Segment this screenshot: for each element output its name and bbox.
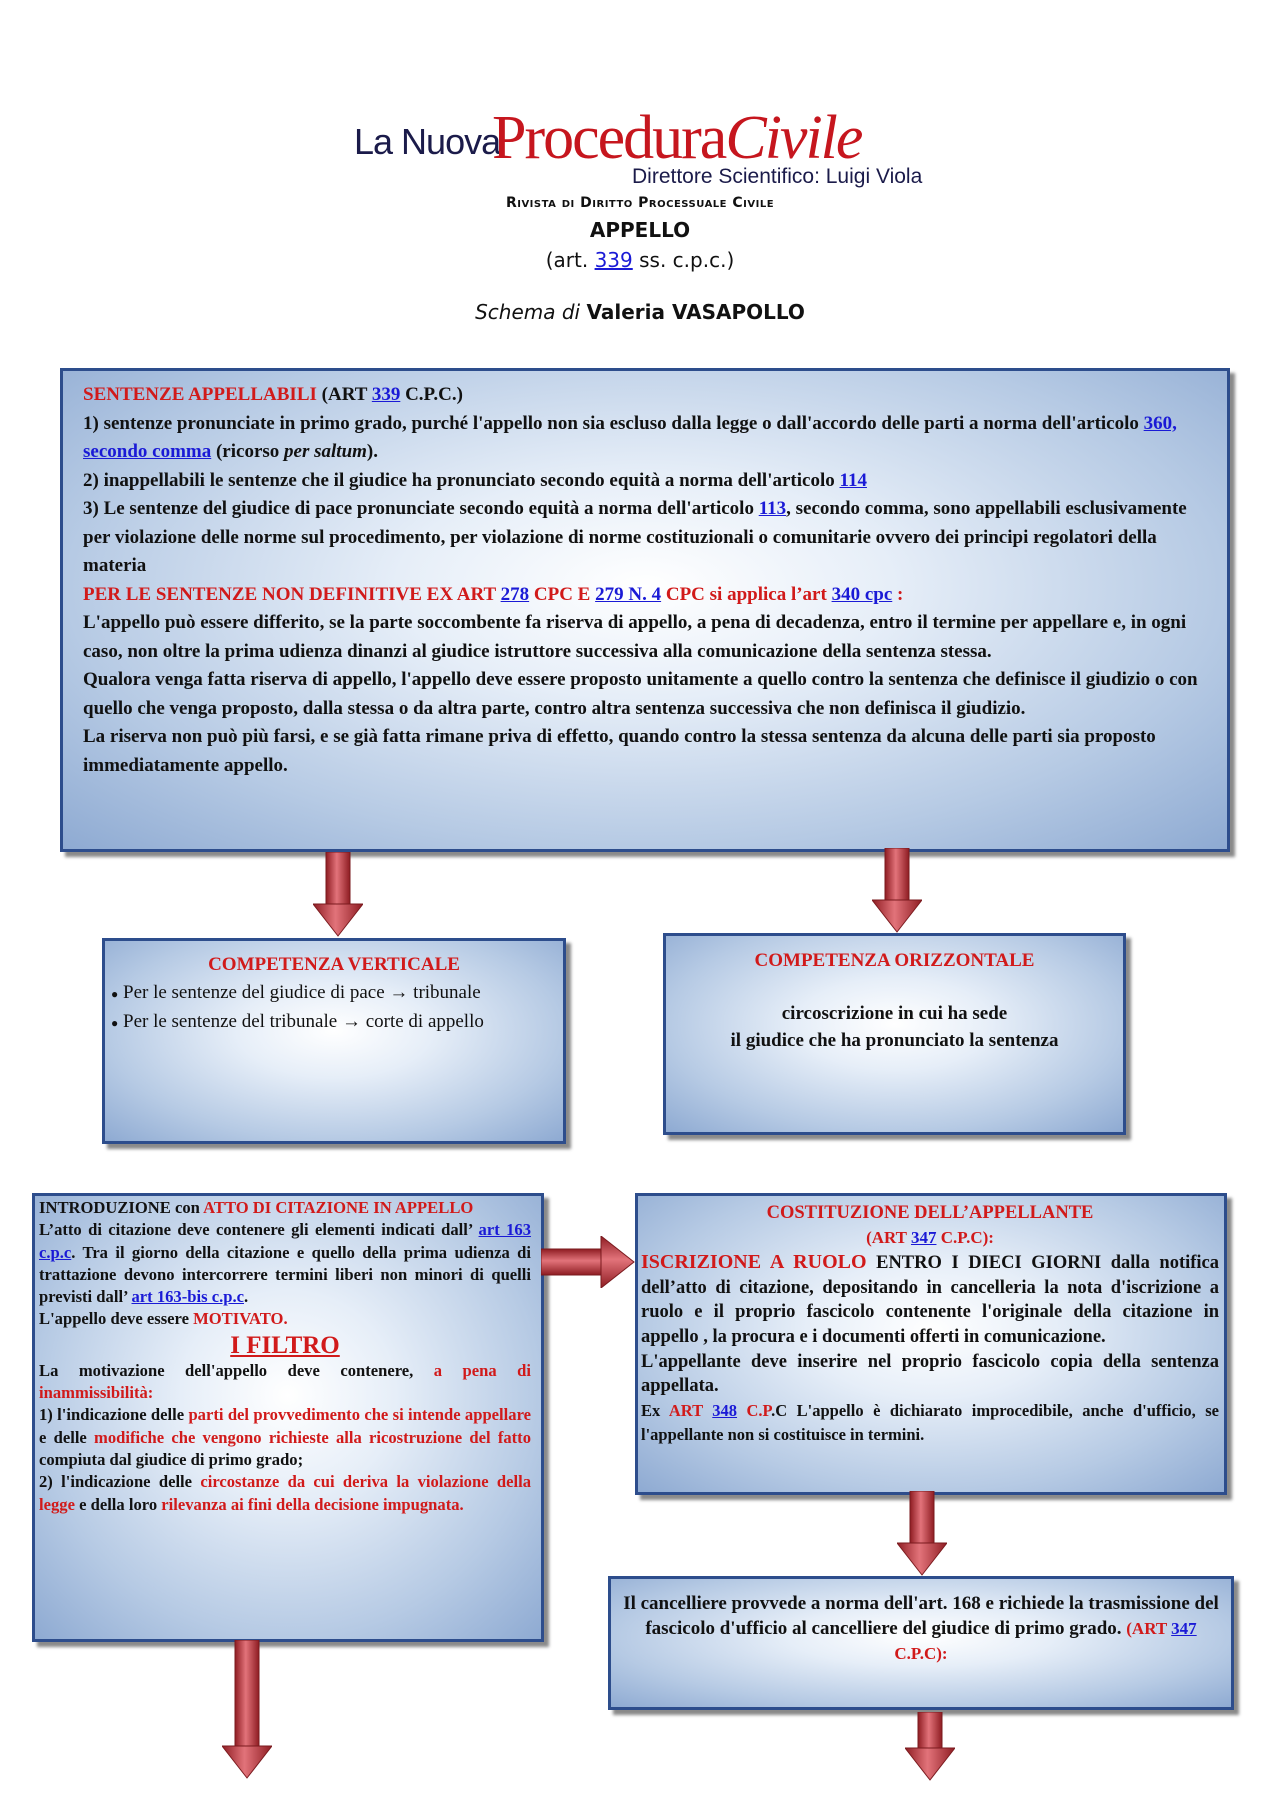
introduzione-box [32, 1193, 544, 1642]
art-suffix: ss. c.p.c.) [632, 248, 735, 272]
logo-procedura-civile [492, 103, 861, 174]
p3-a: 3) Le sentenze del giudice di pace pronunciate secondo equità a norma dell'articolo [83, 498, 759, 519]
item1-b: tribunale [408, 982, 481, 1003]
p1-italic: per saltum [284, 441, 367, 462]
box1-heading-a: (ART [316, 384, 372, 405]
box4-p4-red2: modifiche che vengono richieste alla ricostruzione del fatto [94, 1427, 531, 1447]
item2-a: Per le sentenze del tribunale [123, 1011, 342, 1032]
art-360-link[interactable]: 360, secondo comma [83, 412, 1177, 462]
box3-line-1: circoscrizione in cui ha sede [781, 1003, 1008, 1024]
costituzione-appellante-box [635, 1193, 1227, 1495]
p2-a: 2) inappellabili le sentenze che il giudice ha pronunciato secondo equità a norma dell'articolo [83, 469, 840, 491]
p1-b: (ricorso [211, 441, 285, 462]
art-prefix: (art. [545, 248, 595, 272]
box1-paragraph-5: Qualora venga fatta riserva di appello, l'appello deve essere proposto unitamente a quello contro la sentenza che definisce il giudizio o con quello che venga proposto, dalla stessa o da altra parte, contro altra sentenza successiva che non definisca il giudizio. [83, 669, 1198, 719]
competenza-verticale-box [102, 938, 566, 1144]
schema-prefix: Schema di [475, 300, 587, 324]
iscrizione-a-ruolo: ISCRIZIONE A RUOLO [641, 1251, 867, 1274]
arrow-down-icon [897, 1491, 947, 1577]
art-163-link[interactable]: art 163 c.p.c [39, 1220, 531, 1262]
art-339-link[interactable]: 339 [594, 248, 633, 272]
box1-heading-b: C.P.C.) [400, 384, 463, 405]
box1-heading-red: SENTENZE APPELLABILI [83, 384, 317, 405]
box1-point-2 [83, 467, 1205, 496]
box6-text [621, 1591, 1221, 1666]
box4-p4-c: compiuta dal giudice di primo grado; [39, 1449, 304, 1469]
art-163-bis-link[interactable]: art 163-bis c.p.c [131, 1287, 244, 1307]
arrow-down-icon [222, 1640, 272, 1780]
box4-paragraph-1 [39, 1219, 531, 1308]
box4-p4-b: e delle [39, 1427, 95, 1447]
r-c: CPC si applica l’art [661, 583, 832, 605]
r-b: CPC E [529, 583, 596, 605]
box4-paragraph-5 [39, 1471, 531, 1516]
box2-item-tribunale [111, 1008, 484, 1037]
box4-heading [39, 1197, 531, 1219]
r-a: PER LE SENTENZE NON DEFINITIVE EX ART [83, 583, 501, 605]
box5-title: COSTITUZIONE DELL’APPELLANTE [766, 1203, 1094, 1223]
arrow-right-icon [541, 1236, 635, 1288]
box5-paragraph-2: L'appellante deve inserire nel proprio fascicolo copia della sentenza appellata. [641, 1351, 1219, 1397]
box4-paragraph-2 [39, 1308, 531, 1330]
r-d: : [892, 583, 904, 605]
box4-p5-a: 2) l'indicazione delle [39, 1472, 201, 1492]
competenza-orizzontale-box [663, 933, 1126, 1135]
journal-subtitle: Rivista di Diritto Processuale Civile [505, 195, 775, 211]
author-name: Valeria VASAPOLLO [586, 300, 805, 324]
box4-p2-red: MOTIVATO. [193, 1309, 288, 1329]
arrow-right-icon: → [389, 982, 409, 1003]
page-title: APPELLO [589, 218, 691, 242]
box4-text [39, 1197, 531, 1516]
box4-p3-red: a pena di inammissibilità: [39, 1360, 532, 1403]
art-348-link[interactable]: 348 [712, 1400, 738, 1420]
logo-subtitle: Direttore Scientifico: Luigi Viola [632, 165, 923, 188]
article-reference [0, 248, 1280, 272]
i-filtro-heading: I FILTRO [230, 1331, 340, 1359]
box5-sub-b: C.P.C): [936, 1227, 994, 1247]
box1-heading [83, 381, 1205, 410]
box2-title: COMPETENZA VERTICALE [208, 954, 460, 975]
box5-text [641, 1201, 1219, 1448]
art-340-link[interactable]: 340 cpc [831, 583, 893, 605]
box4-p1-b: . Tra il giorno della citazione e quello della prima udienza di trattazione devono intercorrere termini liberi non minori di quelli previsti dall’ [39, 1242, 531, 1307]
box4-p1-a: L’atto di citazione deve contenere gli elementi indicati dall’ [39, 1220, 479, 1240]
art-347-link[interactable]: 347 [1171, 1619, 1197, 1638]
box5-subtitle [641, 1226, 1219, 1251]
box6-red-b: C.P.C): [894, 1644, 948, 1663]
box4-p3-a: La motivazione dell'appello deve contenere, [39, 1360, 434, 1380]
art-339-link[interactable]: 339 [371, 384, 401, 405]
box4-p2-a: L'appello deve essere [39, 1309, 194, 1329]
box4-p5-b: e della loro [74, 1494, 162, 1514]
box4-paragraph-3 [39, 1360, 531, 1405]
box2-item-giudice-di-pace [111, 979, 484, 1008]
box5-sub-a: (ART [866, 1227, 911, 1247]
box5-paragraph-1 [641, 1250, 1219, 1349]
box1-point-3 [83, 495, 1205, 581]
arrow-right-icon: → [341, 1011, 361, 1032]
box1-paragraph-6: La riserva non può più farsi, e se già fatta rimane priva di effetto, quando contro la stessa sentenza da alcuna delle parti sia proposto immediatamente appello. [83, 726, 1156, 776]
box3-line-2: il giudice che ha pronunciato la sentenza [730, 1030, 1059, 1051]
box5-p3-red2: C.P [737, 1400, 772, 1420]
box4-p5-red2: rilevanza ai fini della decisione impugnata. [161, 1494, 464, 1514]
box2-list [111, 979, 484, 1037]
logo-la-nuova: La Nuova [354, 121, 501, 162]
bullet-icon: ● [111, 987, 119, 1001]
schema-author [0, 300, 1280, 324]
box4-heading-red: ATTO DI CITAZIONE IN APPELLO [203, 1198, 474, 1217]
box1-text [83, 381, 1205, 780]
arrow-down-icon [872, 848, 922, 934]
box1-paragraph-4: L'appello può essere differito, se la parte soccombente fa riserva di appello, a pena di decadenza, entro il termine per appellare e, in ogni caso, non oltre la prima udienza dinanzi al giudice istruttore successiva alla comunicazione della sentenza stessa. [83, 612, 1187, 662]
sentenze-appellabili-box [60, 368, 1230, 852]
box4-p5-red1: circostanze da cui deriva la violazione della legge [39, 1472, 531, 1514]
box1-non-definitive-heading [83, 581, 1205, 610]
box4-p1-c: . [243, 1287, 249, 1307]
box1-point-1 [83, 410, 1205, 467]
box5-p3-a: Ex [641, 1400, 669, 1420]
art-114-link[interactable]: 114 [839, 469, 867, 491]
art-278-link[interactable]: 278 [500, 583, 530, 605]
art-113-link[interactable]: 113 [758, 498, 787, 519]
arrow-down-icon [313, 852, 363, 938]
box3-text [666, 1000, 1123, 1054]
box5-p3-red1: ART [668, 1400, 713, 1420]
box4-paragraph-4 [39, 1404, 531, 1471]
journal-logo [340, 103, 944, 191]
logo-civile: Civile [725, 104, 862, 172]
art-279-link[interactable]: 279 N. 4 [595, 583, 662, 605]
box5-p1-a: ENTRO I DIECI GIORNI dalla notifica dell’atto di citazione, depositando in cancelleria la nota d'iscrizione a ruolo e il proprio fascicolo contenente l'originale della citazione in appello , la procura e i documenti offerti in comunicazione. [641, 1253, 1220, 1347]
p1-a: 1) sentenze pronunciate in primo grado, purché l'appello non sia escluso dalla legge o dall'accordo delle parti a norma dell'articolo [83, 412, 1144, 434]
p3-b: , secondo comma, sono appellabili esclusivamente per violazione delle norme sul procedimento, per violazione di norme costituzionali o comunitarie ovvero dei principi regolatori della materia [83, 498, 1187, 576]
box4-heading-a: INTRODUZIONE con [39, 1198, 204, 1217]
box5-paragraph-3 [641, 1399, 1219, 1448]
bullet-icon: ● [111, 1016, 119, 1030]
logo-procedura: Procedura [492, 104, 726, 172]
box4-p4-red1: parti del provvedimento che si intende appellare [188, 1405, 531, 1425]
item2-b: corte di appello [360, 1011, 484, 1032]
arrow-down-icon [905, 1712, 955, 1782]
box4-p4-a: 1) l'indicazione delle [39, 1405, 189, 1425]
cancelliere-box [608, 1576, 1234, 1710]
item1-a: Per le sentenze del giudice di pace [123, 982, 390, 1003]
box6-red-a: (ART [1126, 1619, 1172, 1638]
art-347-link[interactable]: 347 [910, 1227, 937, 1247]
box3-title: COMPETENZA ORIZZONTALE [754, 950, 1035, 971]
box5-p3-b: .C L'appello è dichiarato improcedibile, anche d'ufficio, se l'appellante non si costituisce in termini. [641, 1400, 1219, 1445]
box6-text-a: Il cancelliere provvede a norma dell'art. 168 e richiede la trasmissione del fascicolo d'ufficio al cancelliere del giudice di primo grado. [623, 1593, 1219, 1639]
p1-c: ). [366, 441, 378, 462]
